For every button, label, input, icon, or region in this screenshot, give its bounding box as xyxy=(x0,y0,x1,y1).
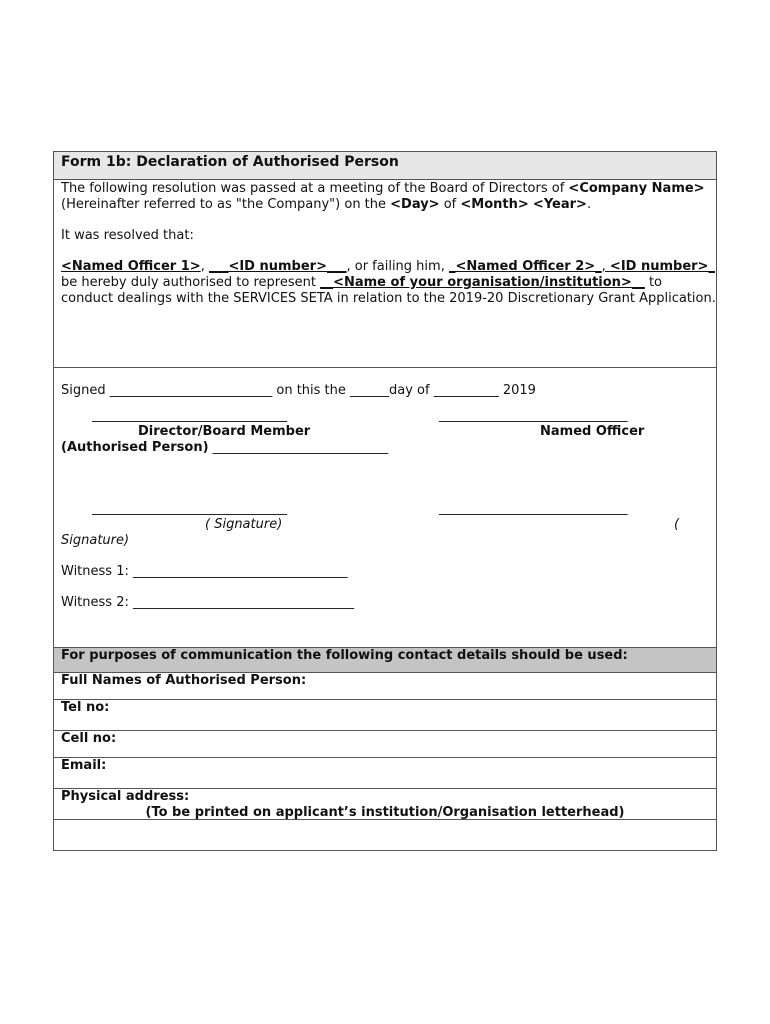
organisation-placeholder: __<Name of your organisation/institution>__ xyxy=(320,275,645,290)
cell-no-label: Cell no: xyxy=(61,731,117,746)
named-officer-label: Named Officer xyxy=(540,424,645,439)
full-names-label: Full Names of Authorised Person: xyxy=(61,673,307,688)
field-row-cell xyxy=(54,731,717,758)
field-row-email xyxy=(54,758,717,789)
separator-1: , xyxy=(200,259,209,274)
signed-date-line: Signed _________________________ on this the ______day of __________ 2019 xyxy=(61,383,536,398)
resolution-text-5: . xyxy=(586,197,592,212)
separator-3: , xyxy=(601,259,610,274)
id-number-placeholder-1: ___<ID number>___ xyxy=(208,259,347,274)
field-row-blank xyxy=(54,820,717,851)
signature-line-left: ______________________________ xyxy=(92,501,287,516)
resolution-text-2: (Hereinafter referred to as "the Company") on the xyxy=(61,197,391,212)
authorisation-paragraph xyxy=(61,259,716,307)
officer1-placeholder: <Named Officer 1> xyxy=(61,259,201,274)
authorised-person-label: (Authorised Person) xyxy=(61,440,209,455)
signature-label-right-open: ( xyxy=(674,517,680,532)
id-number-placeholder-2: <ID number>_ xyxy=(609,259,715,274)
officer2-placeholder: _<Named Officer 2>_ xyxy=(448,259,602,274)
field-row-full-names xyxy=(54,673,717,700)
physical-address-label: Physical address: xyxy=(61,789,190,804)
director-signature-line: ______________________________ xyxy=(92,408,287,423)
signature-label-left: ( Signature) xyxy=(205,517,283,532)
tel-no-label: Tel no: xyxy=(61,700,110,715)
contact-heading-row xyxy=(54,648,717,673)
director-label: Director/Board Member xyxy=(138,424,311,439)
letterhead-note: (To be printed on applicant’s institution/Organisation letterhead) xyxy=(145,805,625,820)
month-placeholder: <Month> xyxy=(460,197,529,212)
day-placeholder: <Day> xyxy=(390,197,440,212)
authorisation-text-1: be hereby duly authorised to represent xyxy=(61,275,321,290)
witness-2-line: Witness 2: __________________________________ xyxy=(61,595,354,610)
contact-heading: For purposes of communication the following contact details should be used: xyxy=(61,648,628,663)
resolution-section xyxy=(54,180,717,368)
signature-section xyxy=(54,368,717,648)
company-name-placeholder: <Company Name> xyxy=(568,181,705,196)
signature-label-right: Signature) xyxy=(61,533,130,548)
resolution-paragraph xyxy=(61,181,716,213)
resolution-text-1: The following resolution was passed at a meeting of the Board of Directors of xyxy=(61,181,569,196)
field-row-tel xyxy=(54,700,717,731)
signature-line-right: _____________________________ xyxy=(439,501,628,516)
witness-1-line: Witness 1: _________________________________ xyxy=(61,564,348,579)
form-title-row xyxy=(54,152,717,180)
resolved-line: It was resolved that: xyxy=(61,228,194,243)
email-label: Email: xyxy=(61,758,107,773)
declaration-form xyxy=(53,151,717,851)
authorised-person-blank: ___________________________ xyxy=(208,440,389,455)
form-title: Form 1b: Declaration of Authorised Person xyxy=(61,154,399,170)
year-placeholder: <Year> xyxy=(532,197,587,212)
resolution-text-3: of xyxy=(439,197,461,212)
authorised-person-line xyxy=(61,440,388,456)
officer-signature-line: _____________________________ xyxy=(439,408,628,423)
authorisation-text-2: to conduct dealings with the SERVICES SETA in relation to the 2019-20 Discretionary Grant Application. xyxy=(61,275,716,306)
separator-2: , or failing him, xyxy=(346,259,449,274)
